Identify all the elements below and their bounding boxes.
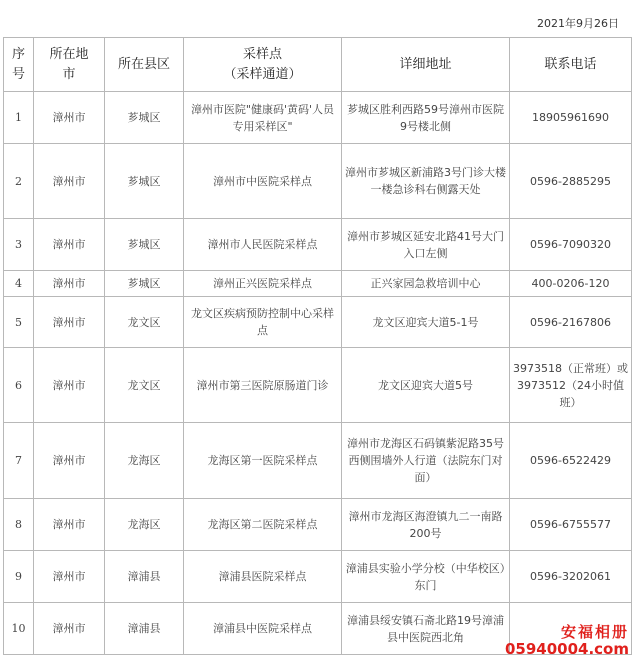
header-phone: 联系电话 [510,38,632,92]
cell-city: 漳州市 [34,551,105,603]
cell-phone: 0596-2885295 [510,144,632,219]
header-district: 所在县区 [105,38,184,92]
table-row [4,499,632,551]
cell-district: 漳浦县 [105,603,184,655]
header-address: 详细地址 [342,38,510,92]
cell-site: 龙文区疾病预防控制中心采样点 [184,297,342,348]
cell-index: 5 [4,297,34,348]
cell-city: 漳州市 [34,144,105,219]
cell-index: 8 [4,499,34,551]
cell-address: 龙文区迎宾大道5-1号 [342,297,510,348]
cell-site: 龙海区第二医院采样点 [184,499,342,551]
watermark-title: 安福相册 [560,622,629,641]
cell-phone: 0596-3202061 [510,551,632,603]
cell-phone: 0596-6522429 [510,423,632,499]
table-row [4,423,632,499]
site-watermark [505,624,629,659]
table-row [4,348,632,423]
cell-district: 芗城区 [105,271,184,297]
cell-district: 芗城区 [105,219,184,271]
cell-index: 2 [4,144,34,219]
cell-address: 漳州市龙海区石码镇紫泥路35号西侧围墙外人行道（法院东门对面） [342,423,510,499]
cell-city: 漳州市 [34,271,105,297]
cell-city: 漳州市 [34,499,105,551]
cell-city: 漳州市 [34,92,105,144]
sampling-sites-table [3,37,632,655]
cell-phone: 3973518（正常班）或3973512（24小时值班） [510,348,632,423]
cell-city: 漳州市 [34,603,105,655]
cell-city: 漳州市 [34,297,105,348]
cell-index: 3 [4,219,34,271]
table-header-row [4,38,632,92]
cell-district: 龙文区 [105,297,184,348]
cell-index: 6 [4,348,34,423]
cell-city: 漳州市 [34,348,105,423]
cell-city: 漳州市 [34,219,105,271]
table-row [4,219,632,271]
cell-index: 4 [4,271,34,297]
cell-district: 芗城区 [105,92,184,144]
cell-address: 漳州市芗城区延安北路41号大门入口左侧 [342,219,510,271]
cell-index: 1 [4,92,34,144]
cell-site: 漳州市医院"健康码'黄码'人员专用采样区" [184,92,342,144]
cell-site: 漳浦县医院采样点 [184,551,342,603]
cell-site: 漳浦县中医院采样点 [184,603,342,655]
table-row [4,271,632,297]
cell-phone: 0596-2167806 [510,297,632,348]
header-index: 序 号 [4,38,34,92]
cell-address: 正兴家园急救培训中心 [342,271,510,297]
cell-index: 9 [4,551,34,603]
cell-district: 漳浦县 [105,551,184,603]
cell-city: 漳州市 [34,423,105,499]
cell-district: 龙海区 [105,499,184,551]
table-row [4,297,632,348]
cell-site: 漳州正兴医院采样点 [184,271,342,297]
cell-address: 龙文区迎宾大道5号 [342,348,510,423]
cell-district: 芗城区 [105,144,184,219]
cell-address: 漳州市芗城区新浦路3号门诊大楼一楼急诊科右侧露天处 [342,144,510,219]
cell-address: 漳浦县实验小学分校（中华校区）东门 [342,551,510,603]
cell-phone: 400-0206-120 [510,271,632,297]
cell-index: 7 [4,423,34,499]
cell-phone: 0596-7090320 [510,219,632,271]
cell-address: 芗城区胜利西路59号漳州市医院9号楼北侧 [342,92,510,144]
document-date: 2021年9月26日 [537,17,619,30]
cell-site: 漳州市第三医院原肠道门诊 [184,348,342,423]
watermark-url: 05940004.com [504,639,629,658]
table-row [4,144,632,219]
header-site: 采样点 （采样通道） [184,38,342,92]
cell-index: 10 [4,603,34,655]
cell-phone: 0596-6755577 [510,499,632,551]
cell-address: 漳浦县绥安镇石斋北路19号漳浦县中医院西北角 [342,603,510,655]
table-row [4,551,632,603]
cell-district: 龙文区 [105,348,184,423]
cell-site: 漳州市人民医院采样点 [184,219,342,271]
cell-district: 龙海区 [105,423,184,499]
cell-site: 漳州市中医院采样点 [184,144,342,219]
cell-address: 漳州市龙海区海澄镇九二一南路200号 [342,499,510,551]
cell-site: 龙海区第一医院采样点 [184,423,342,499]
header-city: 所在地 市 [34,38,105,92]
table-row [4,92,632,144]
cell-phone: 18905961690 [510,92,632,144]
